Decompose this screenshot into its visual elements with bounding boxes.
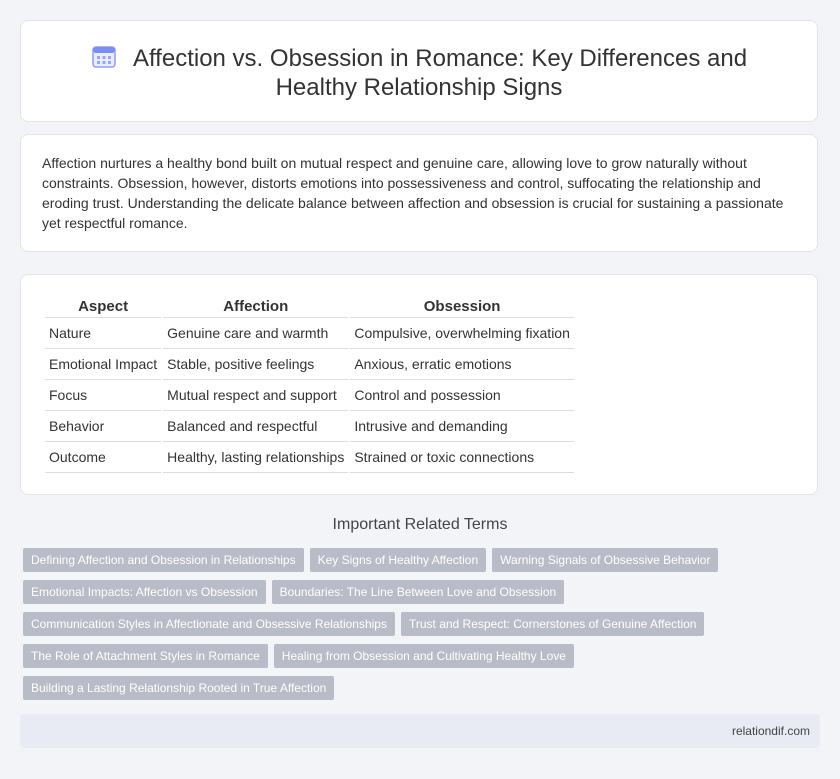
related-term-tag[interactable]: Defining Affection and Obsession in Relationships [23,548,304,572]
table-header-row [45,295,574,318]
table-cell: Mutual respect and support [163,380,348,411]
related-term-tag[interactable]: Key Signs of Healthy Affection [310,548,487,572]
related-term-tag[interactable]: The Role of Attachment Styles in Romance [23,644,268,668]
table-cell: Emotional Impact [45,349,161,380]
intro-paragraph: Affection nurtures a healthy bond built on mutual respect and genuine care, allowing love to grow naturally without constraints. Obsession, however, distorts emotions into possessiveness and control, suffocating the relationship and eroding trust. Understanding the delicate balance between affection and obsession is crucial for sustaining a passionate yet respectful romance. [42,155,784,231]
related-terms-list [23,548,783,708]
related-term-tag[interactable]: Boundaries: The Line Between Love and Obsession [272,580,565,604]
intro-card [20,134,818,252]
table-row [45,349,574,380]
table-cell: Healthy, lasting relationships [163,442,348,473]
table-cell: Outcome [45,442,161,473]
related-term-tag[interactable]: Trust and Respect: Cornerstones of Genuine Affection [401,612,705,636]
header-aspect: Aspect [45,295,161,318]
related-term-tag[interactable]: Communication Styles in Affectionate and Obsessive Relationships [23,612,395,636]
calendar-icon [91,43,117,69]
footer-site[interactable]: relationdif.com [731,724,810,738]
table-cell: Focus [45,380,161,411]
related-term-tag[interactable]: Building a Lasting Relationship Rooted in True Affection [23,676,334,700]
header-affection: Affection [163,295,348,318]
footer [20,714,820,748]
related-term-tag[interactable]: Emotional Impacts: Affection vs Obsession [23,580,266,604]
header-card [20,20,818,122]
table-cell: Stable, positive feelings [163,349,348,380]
table-row [45,318,574,349]
comparison-card [20,274,818,495]
related-term-tag[interactable]: Warning Signals of Obsessive Behavior [492,548,718,572]
table-row [45,411,574,442]
table-cell: Genuine care and warmth [163,318,348,349]
table-cell: Strained or toxic connections [350,442,574,473]
related-terms-title: Important Related Terms [332,516,508,533]
page-title: Affection vs. Obsession in Romance: Key Differences and Healthy Relationship Signs [132,45,748,101]
table-cell: Nature [45,318,161,349]
table-cell: Compulsive, overwhelming fixation [350,318,574,349]
comparison-table [43,295,576,473]
page-title-wrap [21,43,817,102]
table-row [45,442,574,473]
header-obsession: Obsession [350,295,574,318]
table-row [45,380,574,411]
table-cell: Anxious, erratic emotions [350,349,574,380]
table-cell: Balanced and respectful [163,411,348,442]
table-cell: Control and possession [350,380,574,411]
related-term-tag[interactable]: Healing from Obsession and Cultivating Healthy Love [274,644,574,668]
table-cell: Intrusive and demanding [350,411,574,442]
table-cell: Behavior [45,411,161,442]
